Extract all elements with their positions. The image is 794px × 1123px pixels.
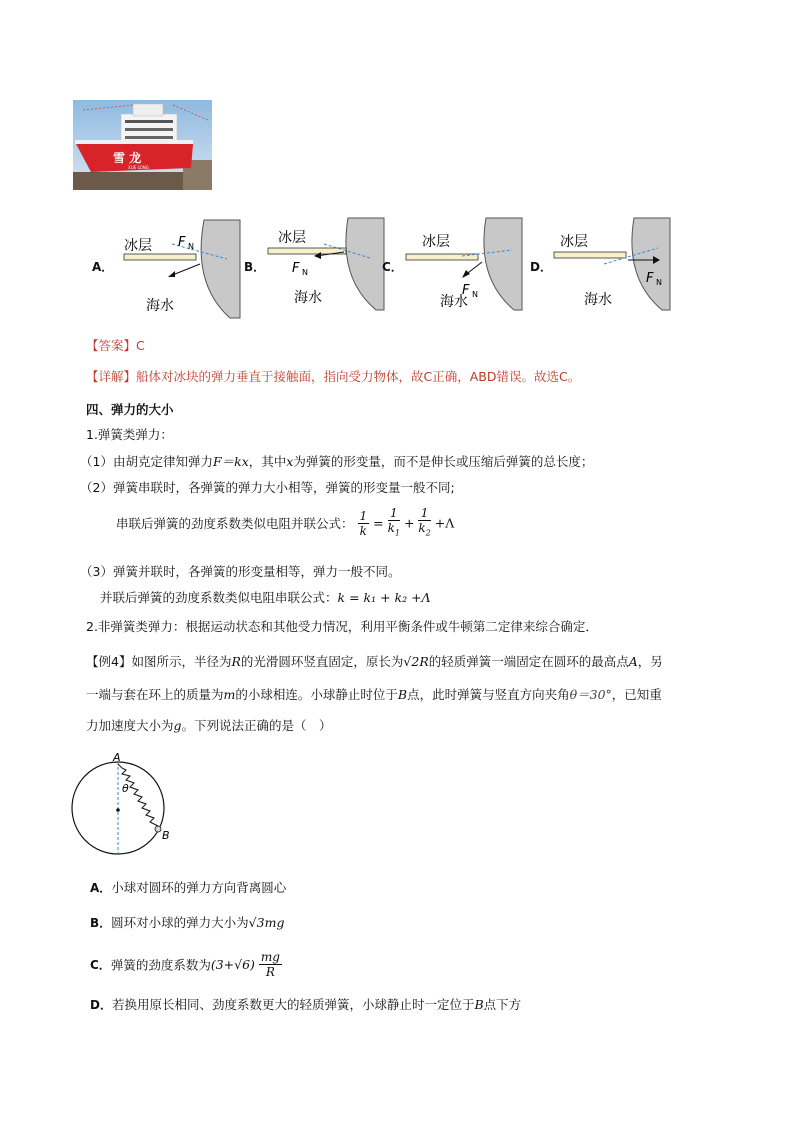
choice-b[interactable] (90, 913, 284, 931)
option-a-diagram (112, 214, 247, 322)
series-formula-tail: +Λ (434, 515, 455, 531)
choice-d[interactable] (90, 995, 521, 1013)
fig-label-A: A (113, 751, 121, 764)
detail-text: 船体对冰块的弹力垂直于接触面，指向受力物体，故C正确，ABD错误。故选C。 (136, 369, 581, 384)
choice-b-math: √3mg (248, 915, 285, 930)
parallel-formula: k = k₁ + k₂ +Λ (337, 590, 431, 605)
nonspring-line: 2.非弹簧类弹力：根据运动状态和其他受力情况，利用平衡条件或牛顿第二定律来综合确定． (86, 619, 598, 634)
diagram-options (86, 214, 706, 324)
sea-label: 海水 (440, 294, 468, 310)
force-label: F (646, 271, 654, 286)
choice-a[interactable] (90, 878, 286, 896)
series-note: 串联后弹簧的劲度系数类似电阻并联公式： (116, 516, 354, 532)
choice-d-tail: 点下方 (483, 997, 522, 1012)
ex-l3a: 力加速度大小为 (86, 718, 174, 733)
choice-c[interactable] (90, 950, 282, 979)
ex-l2a: 一端与套在环上的质量为 (86, 687, 224, 702)
parallel-note: 并联后弹簧的劲度系数类似电阻串联公式： (100, 590, 338, 605)
option-d-diagram (550, 214, 690, 322)
fig-label-theta: θ (122, 782, 129, 795)
force-label: F (462, 283, 470, 298)
force-sub: N (656, 278, 662, 287)
ex-l1d: ，另 (637, 654, 663, 669)
ex-l1b: 的光滑圆环竖直固定，原长为 (240, 654, 404, 669)
spring-item-3: （3）弹簧并联时，各弹簧的形变量相等，弹力一般不同。 (80, 564, 401, 579)
item1-x: x (286, 454, 294, 469)
ex-B: B (397, 687, 408, 702)
sea-label: 海水 (146, 298, 174, 314)
option-c-diagram (402, 214, 532, 322)
ex-l2b: 的小球相连。小球静止时位于 (235, 687, 398, 702)
choice-d-math: B (474, 997, 484, 1012)
choice-b-text: 圆环对小球的弹力大小为 (111, 915, 249, 930)
force-sub: N (302, 268, 308, 277)
spring-item-3-note (100, 588, 431, 606)
detail-tag: 【详解】 (86, 369, 137, 384)
icebreaker-photo (73, 100, 212, 190)
spring-item-1 (80, 452, 593, 470)
choice-d-label: D． (90, 998, 112, 1012)
choice-a-label: A． (90, 881, 112, 895)
example-tag: 【例4】 (86, 654, 132, 669)
force-sub: N (472, 290, 478, 299)
fig-label-B: B (162, 829, 170, 842)
ice-label: 冰层 (124, 238, 152, 254)
answer-tag: 【答案】 (86, 338, 137, 353)
detail-line (86, 367, 580, 385)
frac-1-k: $\frac{1}{k}$ (359, 508, 368, 538)
ex-theta: θ＝30° (569, 687, 612, 702)
item1-c: 为弹簧的形变量，而不是伸长或压缩后弹簧的总长度； (293, 454, 594, 469)
choice-d-text: 若换用原长相同、劲度系数更大的轻质弹簧，小球静止时一定位于 (111, 997, 475, 1012)
option-c-letter: C． (382, 260, 403, 274)
spring-heading: 1.弹簧类弹力： (86, 427, 173, 442)
item1-b: ，其中 (248, 454, 287, 469)
choice-c-text: 弹簧的劲度系数为 (110, 957, 211, 973)
ex-R: R (231, 654, 241, 669)
answer-value: C (136, 338, 145, 353)
example-line-1 (86, 652, 663, 670)
ex-m: m (223, 687, 236, 702)
ice-label: 冰层 (422, 234, 450, 250)
hull-text: 雪 龙 (113, 151, 142, 165)
choice-b-label: B． (90, 916, 112, 930)
force-sub: N (188, 242, 194, 251)
frac-1-k1: $\frac{1}{k_1}$ (387, 506, 400, 538)
force-label: F (292, 261, 300, 276)
spring-item-2: （2）弹簧串联时，各弹簧的弹力大小相等，弹簧的形变量一般不同; (80, 480, 455, 495)
ex-A: A (628, 654, 638, 669)
sea-label: 海水 (584, 292, 612, 308)
option-d-letter: D． (530, 260, 552, 274)
sea-label: 海水 (294, 290, 322, 306)
option-b-diagram (264, 214, 394, 322)
ex-l1a: 如图所示，半径为 (131, 654, 232, 669)
option-b-letter: B． (244, 260, 266, 274)
ex-g: g (173, 718, 182, 733)
choice-c-math: (3+√6) (210, 957, 255, 972)
ex-l3b: 。下列说法正确的是（ ） (181, 718, 332, 733)
ex-sqrt2R: √2R (403, 654, 429, 669)
example-line-3 (86, 716, 332, 734)
item1-a: （1）由胡克定律知弹力 (80, 454, 213, 469)
force-label: F (178, 235, 186, 250)
example-line-2 (86, 685, 662, 703)
frac-1-k2: $\frac{1}{k_2}$ (418, 506, 431, 538)
ring-spring-figure (70, 750, 180, 860)
ex-l2d: ，已知重 (611, 687, 662, 702)
ice-label: 冰层 (560, 234, 588, 250)
section-title: 四、弹力的大小 (86, 402, 174, 417)
choice-a-text: 小球对圆环的弹力方向背离圆心 (111, 880, 287, 895)
hull-subtext: XUE LONG (128, 165, 149, 170)
spring-item-2-note: 串联后弹簧的劲度系数类似电阻并联公式： $\frac{1}{k}$ = $\frac{1}{k_1}$ + $\frac{1}{k_2}$ +Λ (116, 506, 454, 540)
choice-c-label: C． (90, 958, 111, 972)
ex-l1c: 的轻质弹簧一端固定在圆环的最高点 (428, 654, 629, 669)
ice-label: 冰层 (278, 230, 306, 246)
hooke-formula: F＝kx (212, 454, 249, 469)
frac-mg-R: $\frac{mg}{R}$ (260, 950, 280, 979)
option-a-letter: A． (92, 260, 114, 274)
ex-l2c: 点，此时弹簧与竖直方向夹角 (407, 687, 570, 702)
answer-line (86, 336, 145, 354)
